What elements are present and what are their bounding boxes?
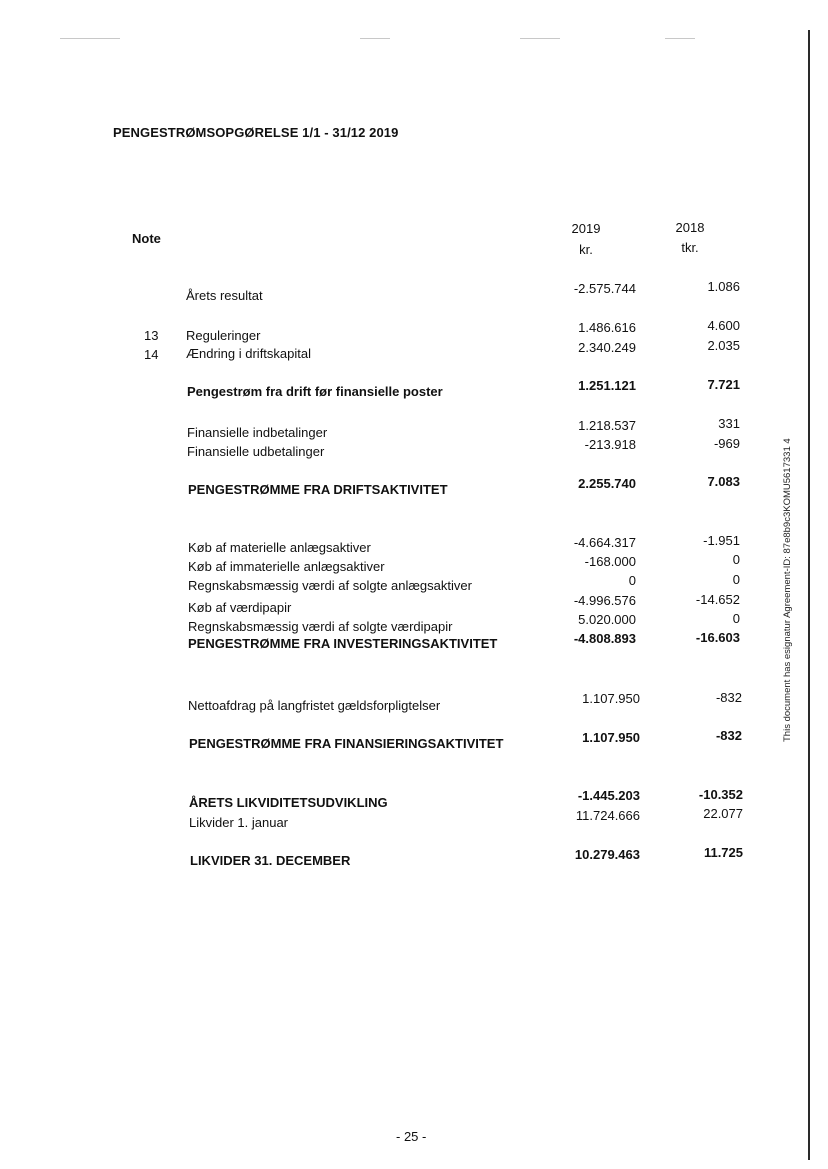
row-label: Finansielle udbetalinger xyxy=(187,444,325,459)
row-current: 2.255.740 xyxy=(578,476,636,491)
row-current: 1.107.950 xyxy=(582,730,640,745)
row-current: 11.724.666 xyxy=(575,808,640,823)
row-label: Regnskabsmæssig værdi af solgte værdipapir xyxy=(188,619,453,634)
header-unit-current: kr. xyxy=(579,242,593,257)
scan-artifact xyxy=(520,38,560,39)
header-unit-prior: tkr. xyxy=(681,240,699,255)
esignatur-side-note: This document has esignatur Agreement-ID: 87e8b9c3KOMU5617331 4 xyxy=(782,438,793,742)
header-note: Note xyxy=(132,231,161,246)
row-prior: 0 xyxy=(732,572,740,587)
row-prior: 7.721 xyxy=(707,377,740,392)
scan-artifact xyxy=(665,38,695,39)
row-prior: -832 xyxy=(715,690,742,705)
row-label: ÅRETS LIKVIDITETSUDVIKLING xyxy=(189,795,388,810)
row-prior: 7.083 xyxy=(707,474,740,489)
scan-artifact xyxy=(60,38,120,39)
row-current: -1.445.203 xyxy=(577,788,640,803)
row-label: Nettoafdrag på langfristet gældsforpligtelser xyxy=(188,698,441,713)
page-number: - 25 - xyxy=(396,1129,427,1144)
row-prior: 0 xyxy=(732,611,740,626)
row-label: Finansielle indbetalinger xyxy=(187,425,328,440)
scan-artifact xyxy=(360,38,390,39)
row-current: -4.664.317 xyxy=(573,535,636,550)
row-current: 1.107.950 xyxy=(582,691,640,706)
row-label: PENGESTRØMME FRA DRIFTSAKTIVITET xyxy=(188,482,448,497)
row-label: Likvider 1. januar xyxy=(189,815,288,830)
scan-edge-line xyxy=(808,30,810,1160)
row-prior: 2.035 xyxy=(707,338,740,353)
row-label: Årets resultat xyxy=(186,288,263,303)
row-note: 14 xyxy=(144,347,159,362)
row-prior: 4.600 xyxy=(707,318,740,333)
row-prior: 0 xyxy=(732,552,740,567)
row-prior: 331 xyxy=(718,416,740,431)
row-prior: 1.086 xyxy=(707,279,740,294)
row-prior: 22.077 xyxy=(703,806,743,821)
row-label: Pengestrøm fra drift før finansielle poster xyxy=(187,384,443,399)
row-label: Ændring i driftskapital xyxy=(186,346,311,361)
row-label: Regnskabsmæssig værdi af solgte anlægsaktiver xyxy=(188,578,472,593)
row-current: 1.251.121 xyxy=(578,378,636,393)
page-title: PENGESTRØMSOPGØRELSE 1/1 - 31/12 2019 xyxy=(113,125,399,140)
row-label: LIKVIDER 31. DECEMBER xyxy=(190,853,351,868)
row-label: Køb af værdipapir xyxy=(188,600,292,615)
row-prior: -10.352 xyxy=(698,787,743,802)
row-current: -168.000 xyxy=(584,554,636,569)
row-prior: -16.603 xyxy=(695,630,740,645)
row-label: Køb af materielle anlægsaktiver xyxy=(188,540,371,555)
row-note: 13 xyxy=(144,328,159,343)
row-prior: -832 xyxy=(715,728,742,743)
row-label: PENGESTRØMME FRA FINANSIERINGSAKTIVITET xyxy=(189,736,504,751)
header-year-current: 2019 xyxy=(571,221,601,236)
row-current: -2.575.744 xyxy=(573,281,636,296)
row-current: -4.808.893 xyxy=(573,631,636,646)
row-label: Køb af immaterielle anlægsaktiver xyxy=(188,559,385,574)
row-current: 2.340.249 xyxy=(578,340,636,355)
row-label: PENGESTRØMME FRA INVESTERINGSAKTIVITET xyxy=(188,636,498,651)
row-current: 10.279.463 xyxy=(574,847,640,862)
row-current: -4.996.576 xyxy=(573,593,636,608)
row-current: 0 xyxy=(628,573,636,588)
row-current: 1.486.616 xyxy=(578,320,636,335)
row-prior: 11.725 xyxy=(703,845,743,860)
row-prior: -14.652 xyxy=(695,592,740,607)
row-label: Reguleringer xyxy=(186,328,261,343)
row-prior: -969 xyxy=(713,436,740,451)
row-current: -213.918 xyxy=(584,437,636,452)
row-current: 5.020.000 xyxy=(578,612,636,627)
row-current: 1.218.537 xyxy=(578,418,636,433)
header-year-prior: 2018 xyxy=(675,220,705,235)
row-prior: -1.951 xyxy=(703,533,740,548)
